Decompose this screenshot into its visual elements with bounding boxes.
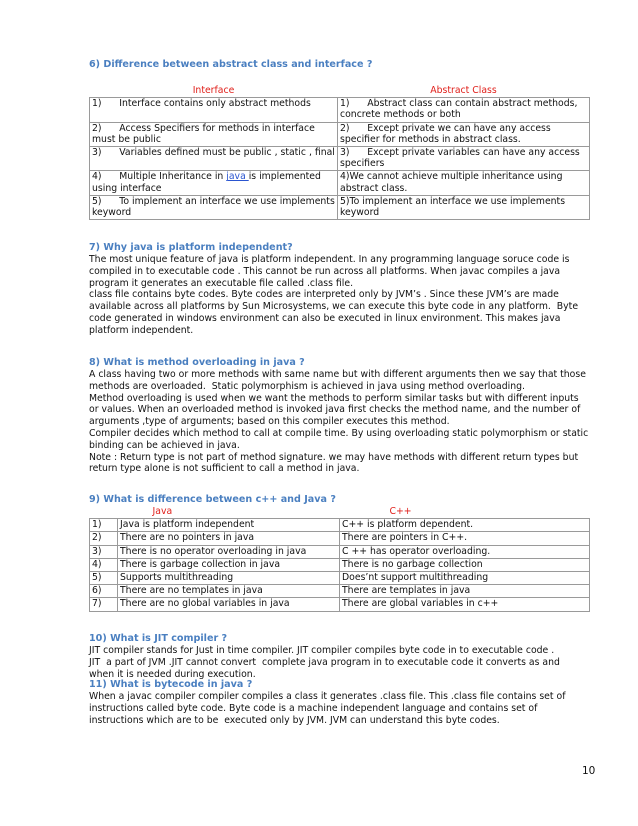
heading-q11: 11) What is bytecode in java ?: [89, 679, 253, 690]
table-cell: 4) Multiple Inheritance in java is implemented using interface: [90, 171, 338, 195]
table-row: [90, 195, 590, 219]
table-header-row: [90, 85, 590, 98]
heading-q9: 9) What is difference between c++ and Java ?: [89, 494, 336, 505]
interface-vs-abstract-table: [89, 85, 590, 220]
table-row: [90, 171, 590, 195]
table-cell: 2) Access Specifiers for methods in interface must be public: [90, 122, 338, 146]
paragraph-q7: The most unique feature of java is platform independent. In any programming language soruce code is compiled in to executable code . This cannot be run across all platforms. When javac compiles a java program it generates an executable file called .class file. class file contains byte codes. Byte codes are interpreted only by JVM’s . Since these JVM’s are made available across all platforms by Sun Microsystems, we can execute this byte code in any platform. Byte code generated in windows environment can also be executed in linux environment. This makes java platform independent.: [89, 254, 579, 336]
table-row: 7) There are no global variables in java There are global variables in c++: [90, 598, 590, 611]
table-row: 6) There are no templates in java There are templates in java: [90, 585, 590, 598]
table-header-row: [90, 506, 590, 519]
table-cell: 1) Abstract class can contain abstract methods, concrete methods or both: [338, 98, 590, 122]
paragraph-q11: When a javac compiler compiler compiles a class it generates .class file. This .class file contains set of instructions called byte code. Byte code is a machine independent language and contains set of instructions which are to be executed only by JVM. JVM can understand this byte codes.: [89, 691, 566, 726]
table-row: 2) There are no pointers in java There are pointers in C++.: [90, 532, 590, 545]
paragraph-q10: JIT compiler stands for Just in time compiler. JIT compiler compiles byte code in to executable code . JIT a part of JVM .JIT cannot convert complete java program in to executable code it converts as and when it is needed during execution.: [89, 645, 560, 680]
table-cell: 1) Interface contains only abstract methods: [90, 98, 338, 122]
java-vs-cpp-table: [89, 506, 590, 612]
heading-q6: 6) Difference between abstract class and interface ?: [89, 59, 373, 70]
col-abstract-header: Abstract Class: [338, 85, 590, 98]
table-cell: 5)To implement an interface we use implements keyword: [338, 195, 590, 219]
table-row: 3) There is no operator overloading in java C ++ has operator overloading.: [90, 545, 590, 558]
heading-q8: 8) What is method overloading in java ?: [89, 357, 305, 368]
col-java-header: Java: [118, 506, 340, 519]
table-row: 1) Java is platform independent C++ is platform dependent.: [90, 519, 590, 532]
table-row: 4) There is garbage collection in java There is no garbage collection: [90, 558, 590, 571]
table-cell: 3) Except private variables can have any access specifiers: [338, 147, 590, 171]
page-number: 10: [582, 765, 596, 777]
table-row: [90, 98, 590, 122]
col-cpp-header: C++: [340, 506, 590, 519]
table-cell: 2) Except private we can have any access specifier for methods in abstract class.: [338, 122, 590, 146]
col-interface-header: Interface: [90, 85, 338, 98]
paragraph-q8: A class having two or more methods with same name but with different arguments then we say that those methods are overloaded. Static polymorphism is achieved in java using method overloading. Method overloading is used when we want the methods to perform similar tasks but with different inputs or values. When an overloaded method is invoked java first checks the method name, and the number of arguments ,type of arguments; based on this compiler executes this method. Compiler decides which method to call at compile time. By using overloading static polymorphism or static binding can be achieved in java. Note : Return type is not part of method signature. we may have methods with different return types but return type alone is not sufficient to call a method in java.: [89, 369, 589, 475]
table-cell: 5) To implement an interface we use implements keyword: [90, 195, 338, 219]
table-cell: 3) Variables defined must be public , static , final: [90, 147, 338, 171]
table-row: [90, 147, 590, 171]
heading-q7: 7) Why java is platform independent?: [89, 242, 293, 253]
table-row: 5) Supports multithreading Does’nt support multithreading: [90, 572, 590, 585]
heading-q10: 10) What is JIT compiler ?: [89, 633, 228, 644]
java-link[interactable]: java: [226, 171, 249, 183]
table-row: [90, 122, 590, 146]
table-cell: 4)We cannot achieve multiple inheritance using abstract class.: [338, 171, 590, 195]
